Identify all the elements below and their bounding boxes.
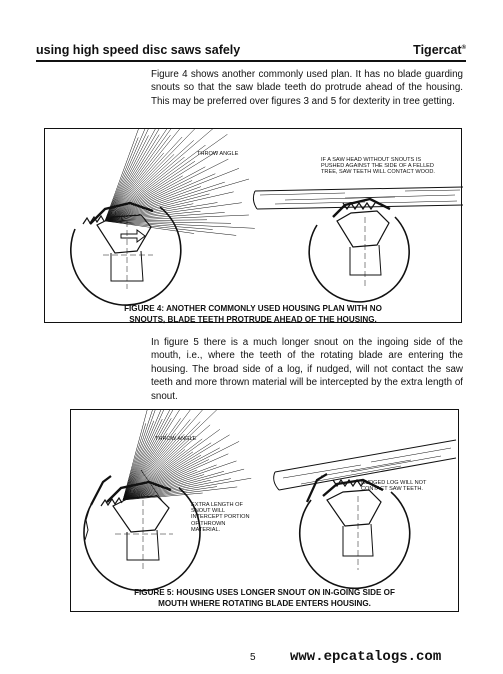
figure-5-caption — [71, 588, 458, 609]
throw-line — [123, 454, 228, 500]
figure-4-caption-line1: FIGURE 4: ANOTHER COMMONLY USED HOUSING PLAN WITH NO — [124, 304, 382, 313]
figure-5-caption-line2: MOUTH WHERE ROTATING BLADE ENTERS HOUSING. — [158, 598, 371, 608]
page-number: 5 — [250, 652, 256, 663]
felled-log — [253, 187, 463, 209]
brand-registered-mark: ® — [461, 44, 466, 51]
paragraph-figure5-intro: In figure 5 there is a much longer snout on the ingoing side of the mouth, i.e., where the teeth of the rotating blade are entering the housing. The broad side of a log, if nudged, will not contact the saw teeth and more thrown material will be intercepted by the extra length of snout. — [151, 337, 463, 402]
figure-5-caption-line1: FIGURE 5: HOUSING USES LONGER SNOUT ON IN-GOING SIDE OF — [134, 588, 395, 597]
throw-line — [105, 221, 255, 228]
thrown-material-fan — [123, 410, 251, 500]
throw-line — [123, 419, 190, 500]
paragraph-figure4-intro: Figure 4 shows another commonly used plan. It has no blade guarding snouts so that the saw blade teeth do protrude ahead of the housing. This may be preferred over figures 3 and 5 for dexterity in tree getting. — [151, 69, 463, 107]
throw-line — [105, 134, 227, 221]
throw-line — [105, 221, 194, 234]
figure-5-illustration — [71, 410, 460, 613]
website-watermark[interactable]: www.epcatalogs.com — [290, 649, 442, 665]
brand-name — [413, 43, 466, 57]
throw-line — [105, 174, 215, 221]
figure-4 — [44, 128, 462, 323]
page-header — [36, 42, 466, 62]
throw-line — [105, 157, 185, 221]
no-snout-note: IF A SAW HEAD WITHOUT SNOUTS IS PUSHED AGAINST THE SIDE OF A FELLED TREE, SAW TEETH WILL CONTACT WOOD. — [321, 157, 435, 176]
brand-text: Tigercat — [413, 43, 462, 57]
throw-line — [123, 418, 181, 500]
thrown-material-fan — [105, 129, 255, 235]
figure-4-caption-line2: SNOUTS, BLADE TEETH PROTRUDE AHEAD OF THE HOUSING. — [129, 314, 377, 324]
header-title: using high speed disc saws safely — [36, 43, 241, 57]
throw-angle-label: THROW ANGLE — [155, 436, 197, 442]
nudged-log-note: NUDGED LOG WILL NOT CONTACT SAW TEETH. — [361, 480, 427, 493]
throw-line — [105, 129, 214, 221]
throw-line — [105, 151, 217, 221]
header-divider — [36, 60, 466, 62]
saw-head-right — [309, 199, 409, 302]
throw-angle-label: THROW ANGLE — [197, 151, 239, 157]
figure-5 — [70, 409, 459, 612]
extra-snout-note: EXTRA LENGTH OF SNOUT WILL INTERCEPT PORTION OF THROWN MATERIAL. — [191, 502, 250, 533]
figure-4-caption — [45, 304, 461, 325]
